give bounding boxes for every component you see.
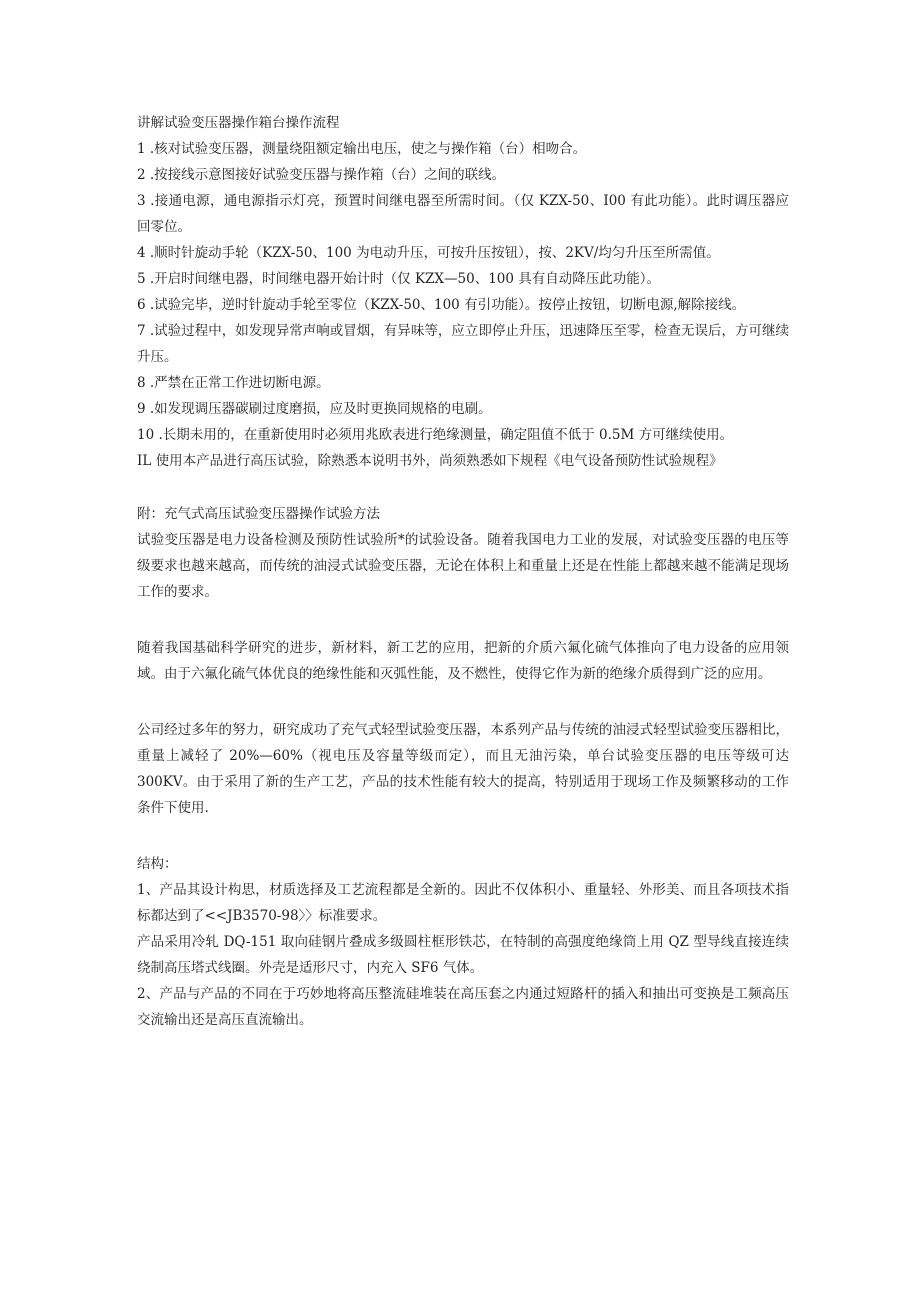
structure-item-2: 产品采用冷轧 DQ-151 取向硅钢片叠成多级圆柱框形铁芯，在特制的高强度绝缘筒上用 QZ 型导线直接连续绕制高压塔式线圈。外壳是适形尺寸，内充入 SF6 气体。	[137, 934, 789, 976]
step-9: 9 .如发现调压器碳刷过度磨损，应及时更换同规格的电刷。	[137, 401, 492, 417]
step-2: 2 .按接线示意图接好试验变压器与操作箱（台）之间的联线。	[137, 167, 506, 183]
structure-title: 结构：	[137, 856, 178, 872]
appendix-title: 附：充气式高压试验变压器操作试验方法	[137, 506, 380, 522]
structure-item-3: 2、产品与产品的不同在于巧妙地将高压整流硅堆装在高压套之内通过短路杆的插入和抽出可变换是工频高压交流输出还是高压直流输出。	[137, 986, 789, 1028]
paragraph-company: 公司经过多年的努力，研究成功了充气式轻型试验变压器，本系列产品与传统的油浸式轻型试验变压器相比，重量上减轻了 20%—60%（视电压及容量等级而定），而且无油污染，单台试验变压器的电压等级可达 300KV。由于采用了新的生产工艺，产品的技术性能有较大的提高，特别适用于现场工作及频繁移动的工作条件下使用.	[137, 722, 789, 816]
step-8: 8 .严禁在正常工作进切断电源。	[137, 375, 330, 391]
paragraph-materials: 随着我国基础科学研究的进步，新材料，新工艺的应用，把新的介质六氟化硫气体推向了电力设备的应用领域。由于六氟化硫气体优良的绝缘性能和灭弧性能，及不燃性，使得它作为新的绝缘介质得到广泛的应用。	[137, 640, 789, 682]
step-3: 3 .接通电源，通电源指示灯亮，预置时间继电器至所需时间。（仅 KZX-50、I00 有此功能）。此时调压器应回零位。	[137, 193, 789, 235]
document-title: 讲解试验变压器操作箱台操作流程	[137, 115, 340, 131]
step-10: 10 .长期未用的，在重新使用时必须用兆欧表进行绝缘测量，确定阻值不低于 0.5M 方可继续使用。	[137, 427, 734, 443]
step-6: 6 .试验完毕，逆时针旋动手轮至零位（KZX-50、100 有引功能）。按停止按钮，切断电源,解除接线。	[137, 297, 746, 313]
section-spacer	[137, 687, 789, 717]
section-spacer	[137, 474, 789, 501]
structure-item-1: 1、产品其设计构思，材质选择及工艺流程都是全新的。因此不仅体积小、重量轻、外形美、而且各项技术指标都达到了<<JB3570-98〉〉标准要求。	[137, 882, 789, 924]
step-5: 5 .开启时间继电器，时间继电器开始计时（仅 KZX—50、100 具有自动降压此功能）。	[137, 271, 661, 287]
appendix-paragraph: 试验变压器是电力设备检测及预防性试验所*的试验设备。随着我国电力工业的发展，对试验变压器的电压等级要求也越来越高，而传统的油浸式试验变压器，无论在体积上和重量上还是在性能上都越来越不能满足现场工作的要求。	[137, 532, 789, 600]
section-spacer	[137, 821, 789, 851]
section-spacer	[137, 605, 789, 635]
step-1: 1 .核对试验变压器，测量绕阻额定输出电压，使之与操作箱（台）相吻合。	[137, 141, 587, 157]
step-11: IL 使用本产品进行高压试验，除熟悉本说明书外，尚须熟悉如下规程《电气设备预防性试验规程》	[137, 453, 723, 469]
document-body	[137, 110, 789, 1033]
step-7: 7 .试验过程中，如发现异常声响或冒烟，有异味等，应立即停止升压，迅速降压至零，检查无误后，方可继续升压。	[137, 323, 789, 365]
step-4: 4 .顺时针旋动手轮（KZX-50、100 为电动升压，可按升压按钮），按、2KV/均匀升压至所需值。	[137, 245, 720, 261]
